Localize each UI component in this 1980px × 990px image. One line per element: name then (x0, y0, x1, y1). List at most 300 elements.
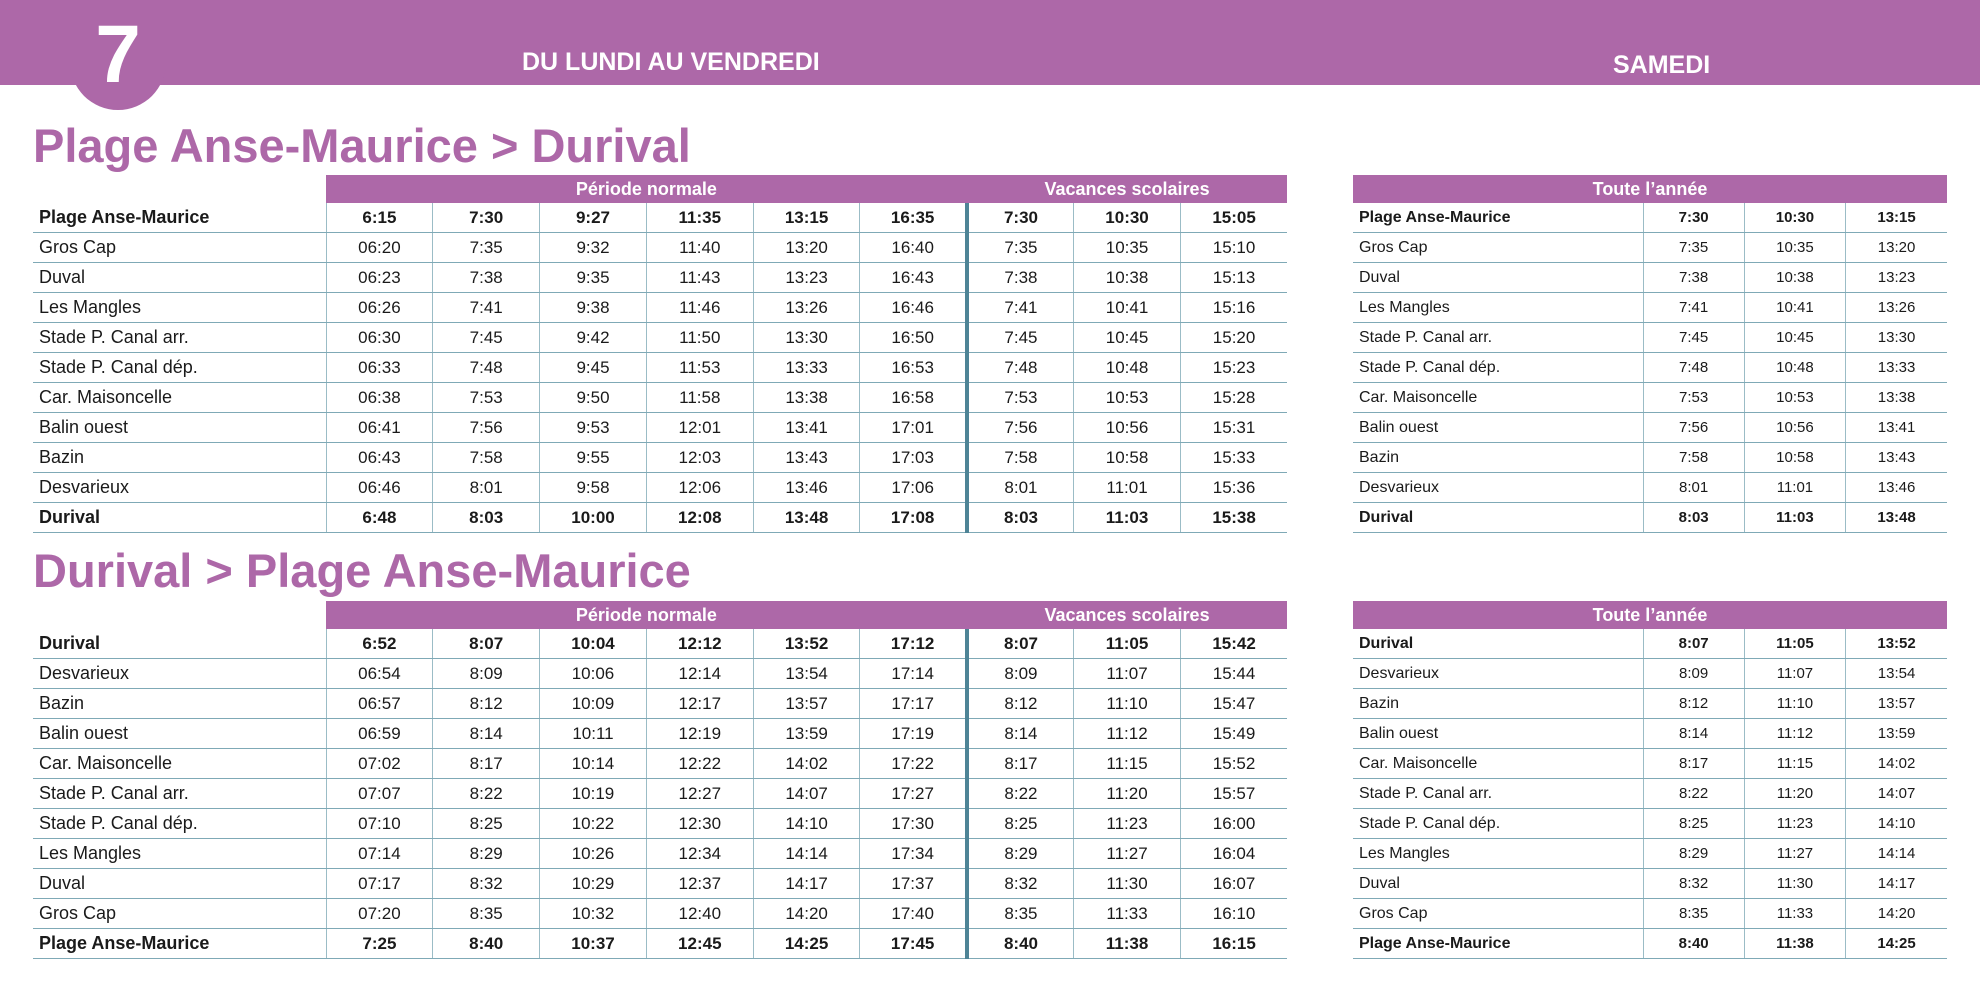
time-cell: 10:35 (1074, 233, 1181, 263)
weekday-label: DU LUNDI AU VENDREDI (522, 48, 820, 76)
table-row (1353, 233, 1947, 263)
stop-name: Car. Maisoncelle (33, 749, 326, 779)
route1-weekday-table (33, 175, 1287, 533)
time-cell: 13:30 (1846, 323, 1947, 353)
route1-title: Plage Anse-Maurice > Durival (33, 119, 691, 172)
time-cell: 10:38 (1074, 263, 1181, 293)
table-row (33, 719, 1287, 749)
time-cell: 7:56 (1643, 413, 1744, 443)
time-cell: 8:22 (433, 779, 540, 809)
time-cell: 11:23 (1074, 809, 1181, 839)
time-cell: 17:12 (860, 629, 967, 659)
time-cell: 10:45 (1074, 323, 1181, 353)
time-cell: 13:43 (1846, 443, 1947, 473)
time-cell: 13:26 (1846, 293, 1947, 323)
time-cell: 10:22 (540, 809, 647, 839)
time-cell: 8:17 (1643, 749, 1744, 779)
route2-saturday-table (1353, 601, 1947, 959)
time-cell: 11:35 (646, 203, 753, 233)
time-cell: 10:30 (1074, 203, 1181, 233)
table-row (33, 869, 1287, 899)
table-row (33, 233, 1287, 263)
time-cell: 8:01 (433, 473, 540, 503)
time-cell: 10:32 (540, 899, 647, 929)
time-cell: 16:53 (860, 353, 967, 383)
time-cell: 12:06 (646, 473, 753, 503)
time-cell: 10:29 (540, 869, 647, 899)
time-cell: 10:48 (1074, 353, 1181, 383)
time-cell: 11:27 (1744, 839, 1845, 869)
stop-name: Bazin (33, 443, 326, 473)
time-cell: 11:12 (1074, 719, 1181, 749)
time-cell: 13:54 (1846, 659, 1947, 689)
time-cell: 15:20 (1180, 323, 1287, 353)
time-cell: 9:35 (540, 263, 647, 293)
time-cell: 10:41 (1744, 293, 1845, 323)
table-row (1353, 263, 1947, 293)
time-cell: 8:14 (1643, 719, 1744, 749)
stop-name: Les Mangles (33, 293, 326, 323)
time-cell: 7:58 (433, 443, 540, 473)
time-cell: 13:46 (1846, 473, 1947, 503)
header-spacer (33, 175, 326, 203)
table-row (33, 473, 1287, 503)
stop-name: Plage Anse-Maurice (1353, 929, 1643, 959)
route2-title: Durival > Plage Anse-Maurice (33, 544, 691, 597)
time-cell: 10:19 (540, 779, 647, 809)
time-cell: 17:01 (860, 413, 967, 443)
time-cell: 11:46 (646, 293, 753, 323)
time-cell: 8:01 (967, 473, 1074, 503)
time-cell: 16:35 (860, 203, 967, 233)
time-cell: 17:27 (860, 779, 967, 809)
time-cell: 14:10 (753, 809, 860, 839)
time-cell: 15:33 (1180, 443, 1287, 473)
time-cell: 11:03 (1744, 503, 1845, 533)
stop-name: Les Mangles (33, 839, 326, 869)
time-cell: 14:20 (1846, 899, 1947, 929)
time-cell: 16:07 (1180, 869, 1287, 899)
time-cell: 10:38 (1744, 263, 1845, 293)
time-cell: 7:48 (1643, 353, 1744, 383)
table-row (33, 353, 1287, 383)
table-row (1353, 629, 1947, 659)
table-row (1353, 929, 1947, 959)
time-cell: 8:40 (1643, 929, 1744, 959)
time-cell: 7:58 (967, 443, 1074, 473)
time-cell: 12:27 (646, 779, 753, 809)
time-cell: 15:10 (1180, 233, 1287, 263)
time-cell: 10:09 (540, 689, 647, 719)
time-cell: 10:26 (540, 839, 647, 869)
time-cell: 8:32 (433, 869, 540, 899)
time-cell: 7:45 (1643, 323, 1744, 353)
time-cell: 13:26 (753, 293, 860, 323)
stop-name: Desvarieux (1353, 473, 1643, 503)
time-cell: 07:17 (326, 869, 433, 899)
time-cell: 12:03 (646, 443, 753, 473)
time-cell: 6:15 (326, 203, 433, 233)
time-cell: 14:25 (753, 929, 860, 959)
time-cell: 12:45 (646, 929, 753, 959)
time-cell: 07:02 (326, 749, 433, 779)
time-cell: 13:15 (1846, 203, 1947, 233)
table-row (1353, 659, 1947, 689)
time-cell: 14:10 (1846, 809, 1947, 839)
table-row (1353, 899, 1947, 929)
time-cell: 7:38 (1643, 263, 1744, 293)
time-cell: 10:56 (1074, 413, 1181, 443)
time-cell: 7:35 (1643, 233, 1744, 263)
stop-name: Gros Cap (33, 233, 326, 263)
table-row (1353, 323, 1947, 353)
time-cell: 11:33 (1744, 899, 1845, 929)
time-cell: 17:34 (860, 839, 967, 869)
time-cell: 11:33 (1074, 899, 1181, 929)
time-cell: 15:36 (1180, 473, 1287, 503)
time-cell: 06:26 (326, 293, 433, 323)
time-cell: 7:35 (433, 233, 540, 263)
time-cell: 8:03 (433, 503, 540, 533)
time-cell: 7:30 (967, 203, 1074, 233)
time-cell: 11:27 (1074, 839, 1181, 869)
time-cell: 10:06 (540, 659, 647, 689)
time-cell: 15:57 (1180, 779, 1287, 809)
table-row (1353, 473, 1947, 503)
time-cell: 8:01 (1643, 473, 1744, 503)
time-cell: 17:19 (860, 719, 967, 749)
stop-name: Bazin (1353, 443, 1643, 473)
stop-name: Gros Cap (1353, 899, 1643, 929)
time-cell: 15:42 (1180, 629, 1287, 659)
time-cell: 7:38 (967, 263, 1074, 293)
time-cell: 13:20 (1846, 233, 1947, 263)
time-cell: 17:17 (860, 689, 967, 719)
time-cell: 17:08 (860, 503, 967, 533)
time-cell: 06:41 (326, 413, 433, 443)
time-cell: 7:48 (433, 353, 540, 383)
time-cell: 8:35 (1643, 899, 1744, 929)
time-cell: 11:30 (1744, 869, 1845, 899)
time-cell: 16:50 (860, 323, 967, 353)
time-cell: 8:03 (967, 503, 1074, 533)
time-cell: 06:33 (326, 353, 433, 383)
time-cell: 8:17 (433, 749, 540, 779)
stop-name: Plage Anse-Maurice (33, 929, 326, 959)
time-cell: 8:35 (433, 899, 540, 929)
time-cell: 15:13 (1180, 263, 1287, 293)
time-cell: 13:41 (753, 413, 860, 443)
table-row (33, 629, 1287, 659)
time-cell: 8:22 (1643, 779, 1744, 809)
time-cell: 7:30 (1643, 203, 1744, 233)
table-row (1353, 293, 1947, 323)
time-cell: 16:15 (1180, 929, 1287, 959)
time-cell: 11:53 (646, 353, 753, 383)
time-cell: 7:53 (967, 383, 1074, 413)
time-cell: 10:30 (1744, 203, 1845, 233)
time-cell: 13:52 (1846, 629, 1947, 659)
table-row (33, 839, 1287, 869)
periode-normale-header: Période normale (326, 601, 967, 629)
time-cell: 13:57 (1846, 689, 1947, 719)
stop-name: Stade P. Canal arr. (33, 323, 326, 353)
stop-name: Stade P. Canal dép. (33, 353, 326, 383)
time-cell: 13:52 (753, 629, 860, 659)
time-cell: 6:52 (326, 629, 433, 659)
stop-name: Balin ouest (1353, 719, 1643, 749)
time-cell: 7:41 (967, 293, 1074, 323)
time-cell: 11:58 (646, 383, 753, 413)
time-cell: 16:40 (860, 233, 967, 263)
time-cell: 15:28 (1180, 383, 1287, 413)
stop-name: Stade P. Canal dép. (33, 809, 326, 839)
time-cell: 13:43 (753, 443, 860, 473)
time-cell: 11:30 (1074, 869, 1181, 899)
time-cell: 12:12 (646, 629, 753, 659)
table-row (33, 263, 1287, 293)
table-row (33, 779, 1287, 809)
time-cell: 14:17 (753, 869, 860, 899)
time-cell: 8:07 (433, 629, 540, 659)
toute-l-annee-header: Toute l’année (1353, 601, 1947, 629)
time-cell: 15:31 (1180, 413, 1287, 443)
time-cell: 8:29 (433, 839, 540, 869)
stop-name: Stade P. Canal arr. (33, 779, 326, 809)
time-cell: 13:23 (1846, 263, 1947, 293)
table-row (1353, 839, 1947, 869)
time-cell: 12:19 (646, 719, 753, 749)
time-cell: 9:58 (540, 473, 647, 503)
time-cell: 17:37 (860, 869, 967, 899)
toute-l-annee-header: Toute l’année (1353, 175, 1947, 203)
time-cell: 7:45 (967, 323, 1074, 353)
time-cell: 7:53 (433, 383, 540, 413)
time-cell: 13:23 (753, 263, 860, 293)
table-row (33, 929, 1287, 959)
time-cell: 11:07 (1744, 659, 1845, 689)
time-cell: 16:43 (860, 263, 967, 293)
time-cell: 6:48 (326, 503, 433, 533)
time-cell: 8:07 (967, 629, 1074, 659)
time-cell: 12:34 (646, 839, 753, 869)
stop-name: Desvarieux (1353, 659, 1643, 689)
stop-name: Duval (33, 263, 326, 293)
time-cell: 14:17 (1846, 869, 1947, 899)
header-spacer (33, 601, 326, 629)
time-cell: 14:07 (1846, 779, 1947, 809)
time-cell: 06:23 (326, 263, 433, 293)
time-cell: 11:10 (1744, 689, 1845, 719)
time-cell: 8:40 (433, 929, 540, 959)
table-row (1353, 413, 1947, 443)
table-row (33, 809, 1287, 839)
stop-name: Stade P. Canal arr. (1353, 323, 1643, 353)
time-cell: 16:58 (860, 383, 967, 413)
time-cell: 7:35 (967, 233, 1074, 263)
table-row (1353, 869, 1947, 899)
time-cell: 8:07 (1643, 629, 1744, 659)
stop-name: Plage Anse-Maurice (1353, 203, 1643, 233)
time-cell: 8:25 (433, 809, 540, 839)
time-cell: 8:14 (967, 719, 1074, 749)
table-row (33, 293, 1287, 323)
time-cell: 11:01 (1074, 473, 1181, 503)
stop-name: Durival (33, 503, 326, 533)
time-cell: 7:56 (967, 413, 1074, 443)
time-cell: 13:48 (1846, 503, 1947, 533)
stop-name: Bazin (1353, 689, 1643, 719)
time-cell: 7:56 (433, 413, 540, 443)
time-cell: 11:20 (1744, 779, 1845, 809)
time-cell: 14:02 (753, 749, 860, 779)
time-cell: 13:48 (753, 503, 860, 533)
table-row (1353, 779, 1947, 809)
table-row (1353, 749, 1947, 779)
time-cell: 13:33 (1846, 353, 1947, 383)
time-cell: 8:25 (967, 809, 1074, 839)
time-cell: 06:20 (326, 233, 433, 263)
time-cell: 17:03 (860, 443, 967, 473)
table-row (1353, 689, 1947, 719)
vacances-scolaires-header: Vacances scolaires (967, 175, 1287, 203)
stop-name: Plage Anse-Maurice (33, 203, 326, 233)
table-row (33, 413, 1287, 443)
stop-name: Gros Cap (1353, 233, 1643, 263)
time-cell: 15:47 (1180, 689, 1287, 719)
stop-name: Bazin (33, 689, 326, 719)
time-cell: 14:02 (1846, 749, 1947, 779)
time-cell: 14:25 (1846, 929, 1947, 959)
time-cell: 9:53 (540, 413, 647, 443)
time-cell: 8:40 (967, 929, 1074, 959)
time-cell: 8:09 (967, 659, 1074, 689)
vacances-scolaires-header: Vacances scolaires (967, 601, 1287, 629)
time-cell: 14:14 (753, 839, 860, 869)
table-row (1353, 443, 1947, 473)
time-cell: 7:41 (1643, 293, 1744, 323)
table-row (33, 203, 1287, 233)
time-cell: 7:41 (433, 293, 540, 323)
table-row (33, 323, 1287, 353)
time-cell: 17:30 (860, 809, 967, 839)
time-cell: 10:14 (540, 749, 647, 779)
time-cell: 17:45 (860, 929, 967, 959)
route1-saturday-table (1353, 175, 1947, 533)
time-cell: 06:59 (326, 719, 433, 749)
time-cell: 11:20 (1074, 779, 1181, 809)
time-cell: 12:30 (646, 809, 753, 839)
table-row (1353, 719, 1947, 749)
time-cell: 16:00 (1180, 809, 1287, 839)
time-cell: 8:03 (1643, 503, 1744, 533)
time-cell: 8:32 (967, 869, 1074, 899)
time-cell: 12:17 (646, 689, 753, 719)
time-cell: 11:15 (1744, 749, 1845, 779)
time-cell: 11:07 (1074, 659, 1181, 689)
table-row (1353, 383, 1947, 413)
time-cell: 13:57 (753, 689, 860, 719)
time-cell: 8:09 (433, 659, 540, 689)
table-row (33, 383, 1287, 413)
route2-weekday-table (33, 601, 1287, 959)
time-cell: 07:14 (326, 839, 433, 869)
table-row (1353, 353, 1947, 383)
time-cell: 14:14 (1846, 839, 1947, 869)
time-cell: 11:15 (1074, 749, 1181, 779)
table-row (1353, 203, 1947, 233)
time-cell: 10:58 (1744, 443, 1845, 473)
time-cell: 8:25 (1643, 809, 1744, 839)
time-cell: 7:25 (326, 929, 433, 959)
time-cell: 9:42 (540, 323, 647, 353)
time-cell: 8:12 (433, 689, 540, 719)
time-cell: 12:14 (646, 659, 753, 689)
time-cell: 15:52 (1180, 749, 1287, 779)
time-cell: 7:48 (967, 353, 1074, 383)
time-cell: 10:04 (540, 629, 647, 659)
time-cell: 11:38 (1074, 929, 1181, 959)
time-cell: 10:11 (540, 719, 647, 749)
time-cell: 13:59 (753, 719, 860, 749)
time-cell: 9:45 (540, 353, 647, 383)
time-cell: 10:58 (1074, 443, 1181, 473)
time-cell: 16:46 (860, 293, 967, 323)
time-cell: 11:05 (1074, 629, 1181, 659)
time-cell: 11:38 (1744, 929, 1845, 959)
stop-name: Balin ouest (33, 413, 326, 443)
stop-name: Duval (1353, 869, 1643, 899)
stop-name: Gros Cap (33, 899, 326, 929)
time-cell: 7:58 (1643, 443, 1744, 473)
time-cell: 8:12 (1643, 689, 1744, 719)
time-cell: 06:46 (326, 473, 433, 503)
table-row (33, 443, 1287, 473)
time-cell: 13:30 (753, 323, 860, 353)
table-row (33, 689, 1287, 719)
time-cell: 10:56 (1744, 413, 1845, 443)
time-cell: 8:32 (1643, 869, 1744, 899)
table-row (1353, 503, 1947, 533)
time-cell: 15:44 (1180, 659, 1287, 689)
time-cell: 9:55 (540, 443, 647, 473)
table-row (1353, 809, 1947, 839)
stop-name: Car. Maisoncelle (1353, 383, 1643, 413)
time-cell: 11:23 (1744, 809, 1845, 839)
time-cell: 9:50 (540, 383, 647, 413)
stop-name: Stade P. Canal dép. (1353, 809, 1643, 839)
stop-name: Balin ouest (33, 719, 326, 749)
time-cell: 12:40 (646, 899, 753, 929)
stop-name: Car. Maisoncelle (33, 383, 326, 413)
time-cell: 10:41 (1074, 293, 1181, 323)
stop-name: Stade P. Canal dép. (1353, 353, 1643, 383)
time-cell: 10:48 (1744, 353, 1845, 383)
stop-name: Duval (33, 869, 326, 899)
time-cell: 11:12 (1744, 719, 1845, 749)
time-cell: 13:59 (1846, 719, 1947, 749)
time-cell: 07:07 (326, 779, 433, 809)
time-cell: 8:09 (1643, 659, 1744, 689)
time-cell: 9:27 (540, 203, 647, 233)
time-cell: 13:38 (753, 383, 860, 413)
time-cell: 8:29 (967, 839, 1074, 869)
time-cell: 13:33 (753, 353, 860, 383)
time-cell: 8:12 (967, 689, 1074, 719)
time-cell: 16:10 (1180, 899, 1287, 929)
stop-name: Car. Maisoncelle (1353, 749, 1643, 779)
time-cell: 14:20 (753, 899, 860, 929)
